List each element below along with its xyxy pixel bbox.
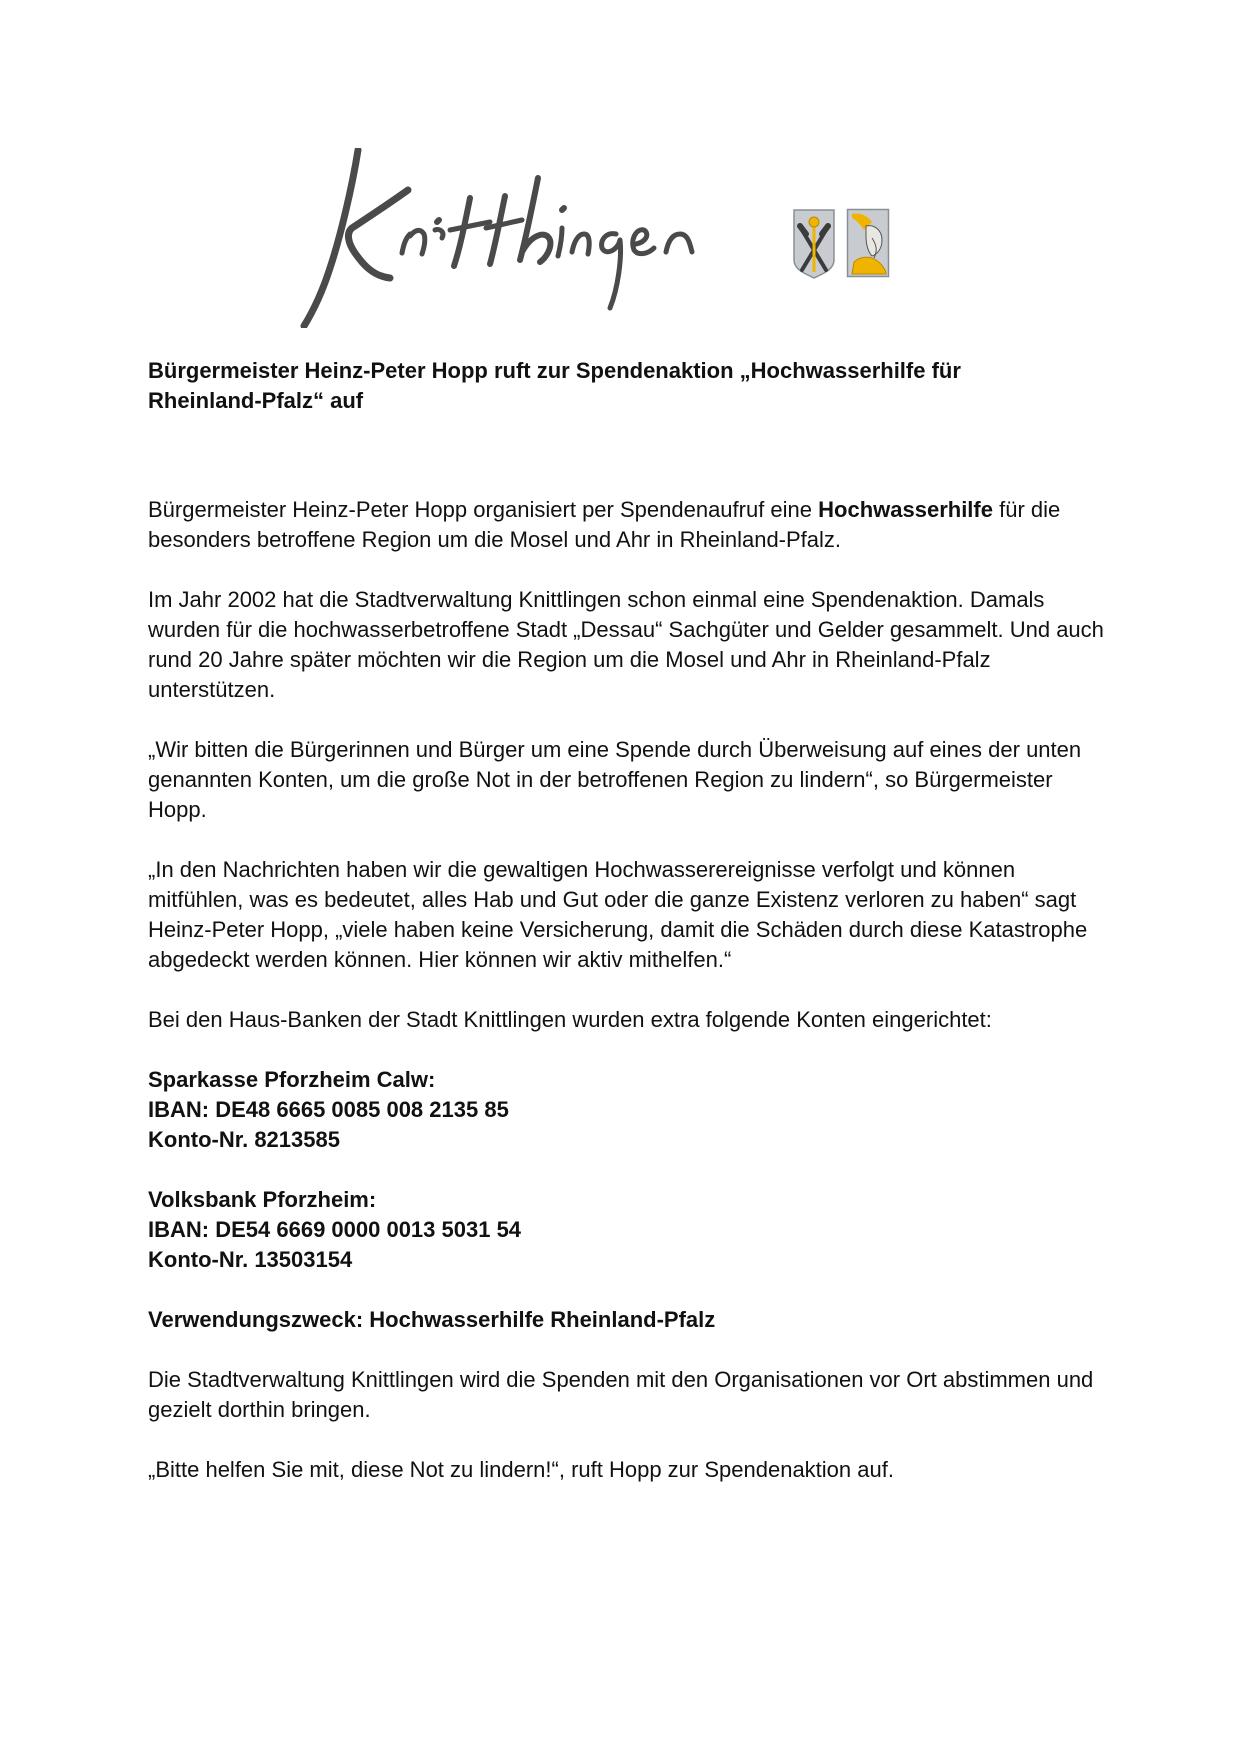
header-logo (300, 148, 920, 328)
bank-account-number: Konto-Nr. 13503154 (148, 1247, 353, 1272)
paragraph-closing-quote: „Bitte helfen Sie mit, diese Not zu lindern!“, ruft Hopp zur Spendenaktion auf. (148, 1457, 894, 1482)
coat-of-arms-right-icon (846, 208, 890, 280)
bank-name: Volksbank Pforzheim: (148, 1187, 377, 1212)
paragraph-quote-appeal: „Wir bitten die Bürgerinnen und Bürger um eine Spende durch Überweisung auf eines der unten genannten Konten, um die große Not in der betroffenen Region zu lindern“, so Bürgermeister Hopp. (148, 737, 1082, 822)
intro-text-before: Bürgermeister Heinz-Peter Hopp organisiert per Spendenaufruf eine (148, 497, 819, 522)
paragraph-accounts-intro: Bei den Haus-Banken der Stadt Knittlingen wurden extra folgende Konten eingerichtet: (148, 1007, 992, 1032)
bank-account-number: Konto-Nr. 8213585 (148, 1127, 340, 1152)
headline-line-2: Rheinland-Pfalz“ auf (148, 388, 364, 413)
paragraph-distribution: Die Stadtverwaltung Knittlingen wird die Spenden mit den Organisationen vor Ort abstimmen und gezielt dorthin bringen. (148, 1367, 1094, 1422)
intro-text-after: für die besonders betroffene Region um die Mosel und Ahr in Rheinland-Pfalz. (148, 497, 1061, 552)
bank-account-sparkasse (148, 1065, 1108, 1155)
intro-paragraph (148, 495, 1108, 555)
headline-line-1: Bürgermeister Heinz-Peter Hopp ruft zur Spendenaktion „Hochwasserhilfe für (148, 358, 961, 383)
intro-bold-text: Hochwasserhilfe (818, 497, 993, 522)
bank-name: Sparkasse Pforzheim Calw: (148, 1067, 436, 1092)
document-body (148, 356, 1108, 1485)
page-title (148, 356, 1108, 416)
paragraph-history: Im Jahr 2002 hat die Stadtverwaltung Knittlingen schon einmal eine Spendenaktion. Damals wurden für die hochwasserbetroffene Stadt „Dessau“ Sachgüter und Gelder gesammelt. Und auch rund 20 Jahre später möchten wir die Region um die Mosel und Ahr in Rheinland-Pfalz unterstützen. (148, 587, 1104, 702)
payment-purpose: Verwendungszweck: Hochwasserhilfe Rheinland-Pfalz (148, 1307, 716, 1332)
bank-account-volksbank (148, 1185, 1108, 1275)
coat-of-arms-left-icon (792, 208, 836, 280)
paragraph-quote-news: „In den Nachrichten haben wir die gewaltigen Hochwasserereignisse verfolgt und können mitfühlen, was es bedeutet, alles Hab und Gut oder die ganze Existenz verloren zu haben“ sagt Heinz-Peter Hopp, „viele haben keine Versicherung, damit die Schäden durch diese Katastrophe abgedeckt werden können. Hier können wir aktiv mithelfen.“ (148, 857, 1088, 972)
bank-iban: IBAN: DE48 6665 0085 008 2135 85 (148, 1097, 509, 1122)
knittlingen-signature-logo (300, 148, 760, 328)
bank-iban: IBAN: DE54 6669 0000 0013 5031 54 (148, 1217, 522, 1242)
